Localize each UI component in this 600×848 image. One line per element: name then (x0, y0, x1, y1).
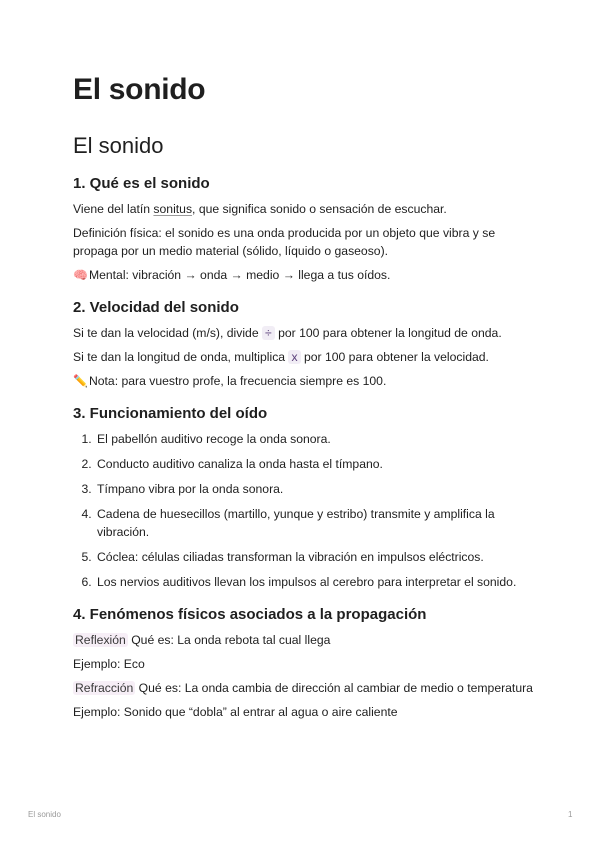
pencil-icon: ✏️ (73, 374, 88, 388)
paragraph-reflexion: Reflexión Qué es: La onda rebota tal cual llega (75, 633, 331, 647)
document-page (73, 72, 533, 727)
ear-steps-list (73, 430, 533, 591)
paragraph-refraccion-ejemplo: Ejemplo: Sonido que “dobla” al entrar al agua o aire caliente (73, 705, 398, 719)
list-item: 6. Los nervios auditivos llevan los impulsos al cerebro para interpretar el sonido. (95, 573, 533, 591)
list-item: 1. El pabellón auditivo recoge la onda sonora. (95, 430, 533, 448)
heading-que-es-el-sonido: 1. Qué es el sonido (73, 175, 210, 192)
paragraph-mental: 🧠Mental: vibración → onda → medio → llega a tus oídos. (73, 268, 391, 282)
multiply-operator: x (288, 350, 300, 364)
document-title: El sonido (73, 73, 206, 106)
term-refraccion: Refracción (75, 681, 134, 695)
list-item: 5. Cóclea: células ciliadas transforman la vibración en impulsos eléctricos. (95, 548, 533, 566)
term-sonitus: sonitus (153, 202, 193, 216)
paragraph-definicion-fisica: Definición física: el sonido es una onda producida por un objeto que vibra y se propaga por un medio material (sólido, líquido o gaseoso). (73, 226, 496, 258)
heading-fenomenos-fisicos: 4. Fenómenos físicos asociados a la propagación (73, 606, 427, 623)
paragraph-nota: ✏️Nota: para vuestro profe, la frecuencia siempre es 100. (73, 374, 387, 388)
heading-velocidad-del-sonido: 2. Velocidad del sonido (73, 299, 239, 316)
paragraph-divide: Si te dan la velocidad (m/s), divide ÷ por 100 para obtener la longitud de onda. (73, 326, 502, 340)
list-item: 3. Tímpano vibra por la onda sonora. (95, 480, 533, 498)
paragraph-refraccion: Refracción Qué es: La onda cambia de dirección al cambiar de medio o temperatura (75, 681, 533, 695)
divide-operator: ÷ (262, 326, 275, 340)
footer-label: El sonido (28, 810, 61, 819)
paragraph-reflexion-ejemplo: Ejemplo: Eco (73, 657, 145, 671)
paragraph-multiplica: Si te dan la longitud de onda, multiplica x por 100 para obtener la velocidad. (73, 350, 489, 364)
heading-funcionamiento-del-oido: 3. Funcionamiento del oído (73, 405, 268, 422)
section-heading: El sonido (73, 133, 164, 158)
list-item: 4. Cadena de huesecillos (martillo, yunque y estribo) transmite y amplifica la vibración. (95, 505, 533, 541)
term-reflexion: Reflexión (75, 633, 126, 647)
paragraph-etimologia: Viene del latín sonitus, que significa sonido o sensación de escuchar. (73, 202, 447, 216)
brain-icon: 🧠 (73, 268, 88, 282)
list-item: 2. Conducto auditivo canaliza la onda hasta el tímpano. (95, 455, 533, 473)
page-number: 1 (568, 810, 573, 819)
